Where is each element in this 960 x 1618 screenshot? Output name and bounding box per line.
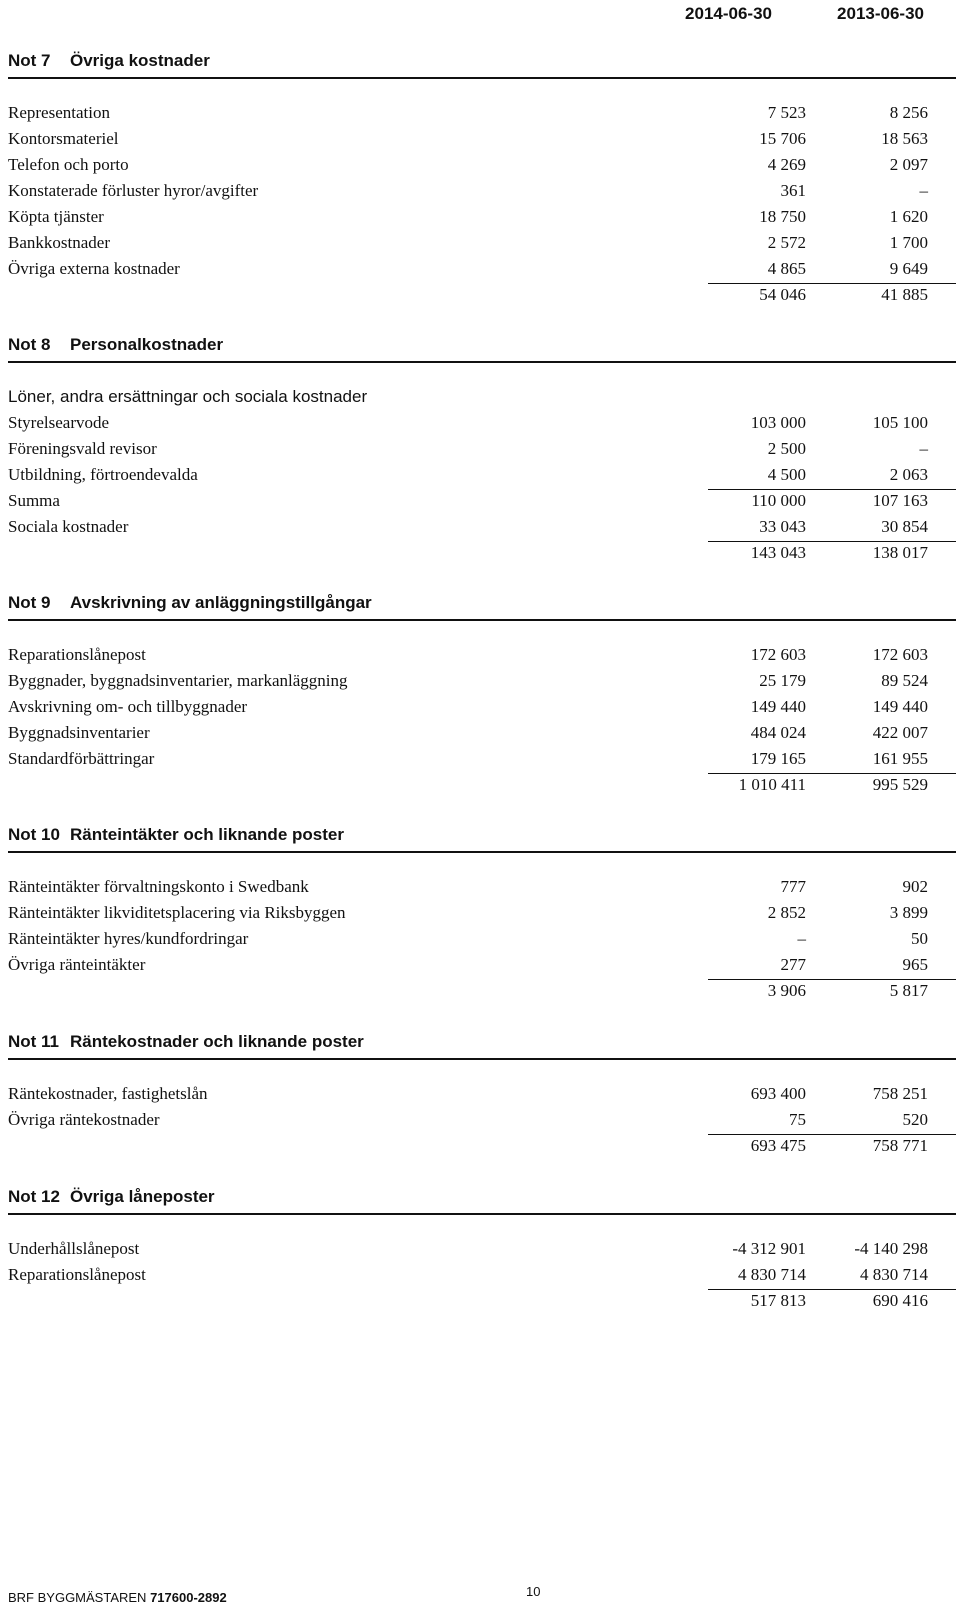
table-row: Summa 110 000 107 163 — [8, 491, 928, 510]
note-8-rule — [8, 361, 956, 363]
table-row: Styrelsearvode 103 000 105 100 — [8, 413, 928, 432]
table-row: Övriga räntekostnader 75 520 — [8, 1110, 928, 1129]
note-10-title: Not 10 Ränteintäkter och liknande poster — [8, 825, 344, 844]
total-row: 693 475 758 771 — [750, 1136, 928, 1155]
table-row: Bankkostnader 2 572 1 700 — [8, 233, 928, 252]
note-10-rule — [8, 851, 956, 853]
table-row: Ränteintäkter förvaltningskonto i Swedbank 777 902 — [8, 877, 928, 896]
table-row: Standardförbättringar 179 165 161 955 — [8, 749, 928, 768]
table-row: Konstaterade förluster hyror/avgifter 361 – — [8, 181, 928, 200]
sum-rule — [708, 1134, 956, 1135]
total-row: 1 010 411 995 529 — [738, 775, 928, 794]
sum-rule — [708, 283, 956, 284]
table-row: Avskrivning om- och tillbyggnader 149 440 149 440 — [8, 697, 928, 716]
table-row: Ränteintäkter likviditetsplacering via Riksbyggen 2 852 3 899 — [8, 903, 928, 922]
note-9-rule — [8, 619, 956, 621]
table-row: Sociala kostnader 33 043 30 854 — [8, 517, 928, 536]
table-row: Reparationslånepost 172 603 172 603 — [8, 645, 928, 664]
column-header — [0, 4, 960, 26]
table-row: Föreningsvald revisor 2 500 – — [8, 439, 928, 458]
table-row: Övriga ränteintäkter 277 965 — [8, 955, 928, 974]
footer-company: BRF BYGGMÄSTAREN 717600-2892 — [8, 1590, 227, 1605]
note-12-rule — [8, 1213, 956, 1215]
note-7-rule — [8, 77, 956, 79]
total-row: 143 043 138 017 — [750, 543, 928, 562]
table-row: Utbildning, förtroendevalda 4 500 2 063 — [8, 465, 928, 484]
note-8-title: Not 8 Personalkostnader — [8, 335, 224, 354]
column-date-previous: 2013-06-30 — [837, 4, 924, 23]
note-11-rule — [8, 1058, 956, 1060]
note-11-title: Not 11 Räntekostnader och liknande poster — [8, 1032, 364, 1051]
total-row: 517 813 690 416 — [750, 1291, 928, 1310]
total-row: 3 906 5 817 — [767, 981, 928, 1000]
table-row: Underhållslånepost -4 312 901 -4 140 298 — [8, 1239, 928, 1258]
sum-rule — [708, 1289, 956, 1290]
table-row: Kontorsmateriel 15 706 18 563 — [8, 129, 928, 148]
table-row: Byggnadsinventarier 484 024 422 007 — [8, 723, 928, 742]
total-row: 54 046 41 885 — [759, 285, 928, 304]
table-row: Telefon och porto 4 269 2 097 — [8, 155, 928, 174]
sum-rule — [708, 489, 956, 490]
footer-orgnr: 717600-2892 — [150, 1590, 227, 1605]
sum-rule — [708, 979, 956, 980]
table-row: Räntekostnader, fastighetslån 693 400 758 251 — [8, 1084, 928, 1103]
note-9-title: Not 9 Avskrivning av anläggningstillgångar — [8, 593, 372, 612]
note-8-subheading: Löner, andra ersättningar och sociala kostnader — [8, 387, 368, 406]
sum-rule — [708, 773, 956, 774]
table-row: Köpta tjänster 18 750 1 620 — [8, 207, 928, 226]
note-7-title: Not 7 Övriga kostnader — [8, 51, 210, 70]
note-12-title: Not 12 Övriga låneposter — [8, 1187, 215, 1206]
table-row: Byggnader, byggnadsinventarier, markanläggning 25 179 89 524 — [8, 671, 928, 690]
column-date-current: 2014-06-30 — [685, 4, 772, 23]
table-row: Ränteintäkter hyres/kundfordringar – 50 — [8, 929, 928, 948]
table-row: Reparationslånepost 4 830 714 4 830 714 — [8, 1265, 928, 1284]
sum-rule — [708, 541, 956, 542]
table-row: Representation 7 523 8 256 — [8, 103, 928, 122]
table-row: Övriga externa kostnader 4 865 9 649 — [8, 259, 928, 278]
page-number: 10 — [526, 1584, 541, 1599]
